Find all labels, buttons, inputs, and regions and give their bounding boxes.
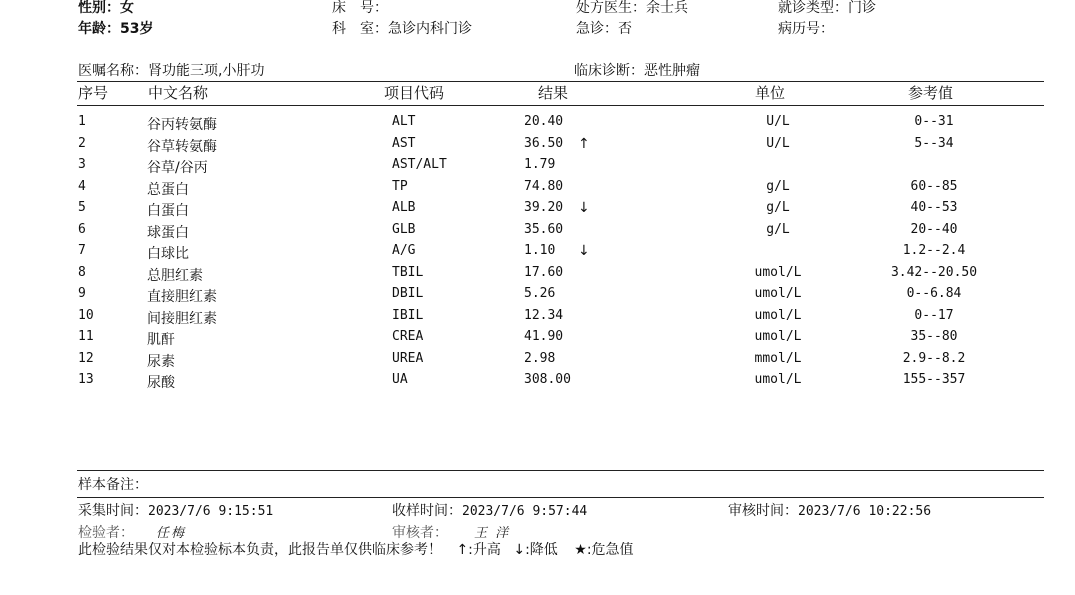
bed-field — [332, 0, 388, 17]
row-no: 6 — [78, 221, 86, 237]
header-unit: 单位 — [755, 84, 786, 102]
gender-value: 女 — [120, 0, 134, 16]
visit-type-value: 门诊 — [848, 0, 876, 16]
row-ref: 5--34 — [914, 135, 954, 151]
diagnosis-value: 恶性肿瘤 — [644, 63, 700, 79]
table-row — [0, 372, 1075, 393]
row-ref: 1.2--2.4 — [902, 243, 966, 258]
table-row — [0, 114, 1075, 135]
row-code: UA — [392, 372, 408, 387]
row-flag: ↑ — [578, 135, 590, 152]
row-ref: 0--17 — [914, 307, 954, 323]
row-no: 5 — [78, 200, 86, 215]
row-name: 肌酐 — [147, 332, 175, 348]
row-no: 3 — [78, 157, 86, 172]
reviewer-label: 审核者： — [392, 525, 448, 541]
row-result: 20.40 — [524, 114, 564, 129]
row-result: 17.60 — [524, 264, 564, 280]
row-unit: umol/L — [754, 329, 802, 344]
dept-label: 科 室： — [332, 21, 388, 37]
row-code: IBIL — [392, 307, 424, 323]
diagnosis-label: 临床诊断： — [574, 63, 644, 79]
dept-field — [332, 18, 472, 38]
legend-star-icon: ★: — [574, 542, 592, 558]
doctor-value: 余士兵 — [646, 0, 688, 16]
row-no: 2 — [78, 135, 86, 151]
bed-label: 床 号： — [332, 0, 388, 16]
table-row — [0, 157, 1075, 178]
row-ref: 35--80 — [910, 329, 958, 344]
row-flag: ↓ — [578, 243, 590, 259]
sample-note-label: 样本备注： — [78, 477, 148, 493]
table-row — [0, 200, 1075, 221]
table-row — [0, 243, 1075, 264]
row-ref: 20--40 — [910, 221, 958, 237]
doctor-label: 处方医生： — [576, 0, 646, 16]
gender-field — [78, 0, 134, 17]
row-code: ALT — [392, 114, 416, 129]
row-result: 74.80 — [524, 178, 564, 194]
row-ref: 0--6.84 — [906, 286, 962, 301]
legend-up: ↑:升高 — [456, 542, 501, 558]
row-no: 9 — [78, 286, 86, 301]
header-no: 序号 — [78, 84, 109, 102]
header-result: 结果 — [538, 84, 569, 102]
row-result: 1.79 — [524, 157, 556, 172]
record-no-label: 病历号： — [778, 21, 834, 37]
inspector-signature: 任梅 — [156, 526, 187, 541]
row-code: DBIL — [392, 286, 424, 301]
row-code: GLB — [392, 221, 416, 237]
row-code: TBIL — [392, 264, 424, 280]
row-no: 10 — [78, 307, 94, 323]
row-ref: 40--53 — [910, 200, 958, 215]
row-code: CREA — [392, 329, 424, 344]
row-ref: 3.42--20.50 — [890, 264, 978, 280]
header-name: 中文名称 — [148, 84, 209, 102]
row-unit: umol/L — [754, 372, 802, 387]
row-code: AST/ALT — [392, 157, 447, 172]
row-name: 谷丙转氨酶 — [147, 117, 217, 133]
legend-down: ↓:降低 — [513, 542, 558, 558]
table-row — [0, 351, 1075, 372]
sample-note-rule-top — [77, 470, 1044, 471]
row-unit: U/L — [766, 114, 790, 129]
row-no: 8 — [78, 264, 86, 280]
row-unit: g/L — [766, 178, 790, 194]
row-no: 4 — [78, 178, 86, 194]
sample-note-rule-bottom — [77, 497, 1044, 498]
visit-type-field — [778, 0, 876, 17]
emergency-field — [576, 18, 632, 38]
review-time-field — [728, 500, 931, 520]
header-code: 项目代码 — [384, 84, 445, 102]
row-name: 总蛋白 — [147, 181, 189, 198]
row-ref: 0--31 — [914, 114, 954, 129]
table-row — [0, 179, 1075, 200]
receive-time-label: 收样时间： — [392, 503, 462, 519]
emergency-label: 急诊： — [576, 21, 618, 37]
row-no: 13 — [78, 372, 94, 387]
row-unit: g/L — [766, 221, 790, 237]
review-time-label: 审核时间： — [728, 503, 798, 519]
table-row — [0, 136, 1075, 157]
receive-time-field — [392, 500, 587, 520]
row-no: 11 — [78, 329, 94, 344]
gender-label: 性别： — [78, 0, 120, 16]
age-value: 53岁 — [120, 21, 154, 37]
row-no: 1 — [78, 114, 86, 129]
table-row — [0, 222, 1075, 243]
row-result: 12.34 — [524, 307, 564, 323]
row-name: 尿酸 — [147, 375, 175, 391]
row-code: TP — [392, 178, 408, 194]
row-unit: umol/L — [754, 307, 802, 323]
row-no: 7 — [78, 243, 86, 258]
disclaimer-text: 此检验结果仅对本检验标本负责，此报告单仅供临床参考！ — [78, 542, 442, 558]
row-name: 间接胆红素 — [147, 310, 217, 327]
order-name-field — [78, 60, 264, 80]
row-ref: 2.9--8.2 — [902, 350, 966, 366]
row-name: 白球比 — [147, 246, 189, 262]
row-name: 尿素 — [147, 353, 175, 370]
row-code: UREA — [392, 350, 424, 366]
row-result: 5.26 — [524, 286, 556, 301]
age-label: 年龄： — [78, 21, 120, 37]
row-result: 308.00 — [524, 372, 571, 387]
collect-time-field — [78, 500, 273, 520]
row-no: 12 — [78, 350, 94, 366]
row-flag: ↓ — [578, 200, 590, 216]
row-name: 谷草转氨酶 — [147, 138, 217, 155]
disclaimer-line — [78, 539, 634, 559]
age-field — [78, 18, 153, 38]
reviewer-signature: 王 洋 — [474, 526, 511, 541]
doctor-field — [576, 0, 688, 17]
row-result: 35.60 — [524, 221, 564, 237]
row-name: 谷草/谷丙 — [147, 160, 208, 176]
row-result: 2.98 — [524, 350, 556, 366]
row-name: 总胆红素 — [147, 267, 203, 284]
row-unit: umol/L — [754, 264, 802, 280]
table-row — [0, 286, 1075, 307]
table-row — [0, 329, 1075, 350]
row-ref: 60--85 — [910, 178, 958, 194]
emergency-value: 否 — [618, 21, 632, 37]
table-header-rule — [77, 105, 1044, 106]
collect-time-value: 2023/7/6 9:15:51 — [148, 504, 274, 519]
dept-value: 急诊内科门诊 — [388, 21, 472, 37]
row-code: A/G — [392, 243, 416, 258]
legend-critical: 危急值 — [591, 542, 634, 558]
row-code: AST — [392, 135, 416, 151]
diagnosis-field — [574, 60, 700, 80]
row-ref: 155--357 — [902, 372, 966, 387]
row-unit: g/L — [766, 200, 790, 215]
table-row — [0, 308, 1075, 329]
record-no-field — [778, 18, 834, 38]
row-unit: mmol/L — [754, 350, 802, 366]
review-time-value: 2023/7/6 10:22:56 — [798, 504, 932, 519]
row-unit: U/L — [766, 135, 790, 151]
header-ref: 参考值 — [908, 84, 954, 102]
collect-time-label: 采集时间： — [78, 503, 148, 519]
row-result: 1.10 — [524, 243, 556, 258]
row-result: 41.90 — [524, 329, 564, 344]
table-row — [0, 265, 1075, 286]
row-result: 36.50 — [524, 135, 564, 151]
inspector-label: 检验者： — [78, 525, 134, 541]
row-unit: umol/L — [754, 286, 802, 301]
row-name: 球蛋白 — [147, 224, 189, 241]
row-name: 白蛋白 — [147, 203, 189, 219]
visit-type-label: 就诊类型： — [778, 0, 848, 16]
receive-time-value: 2023/7/6 9:57:44 — [462, 504, 588, 519]
order-name-value: 肾功能三项,小肝功 — [148, 63, 265, 79]
row-code: ALB — [392, 200, 416, 215]
order-name-label: 医嘱名称： — [78, 63, 148, 79]
row-name: 直接胆红素 — [147, 289, 217, 305]
row-result: 39.20 — [524, 200, 564, 215]
